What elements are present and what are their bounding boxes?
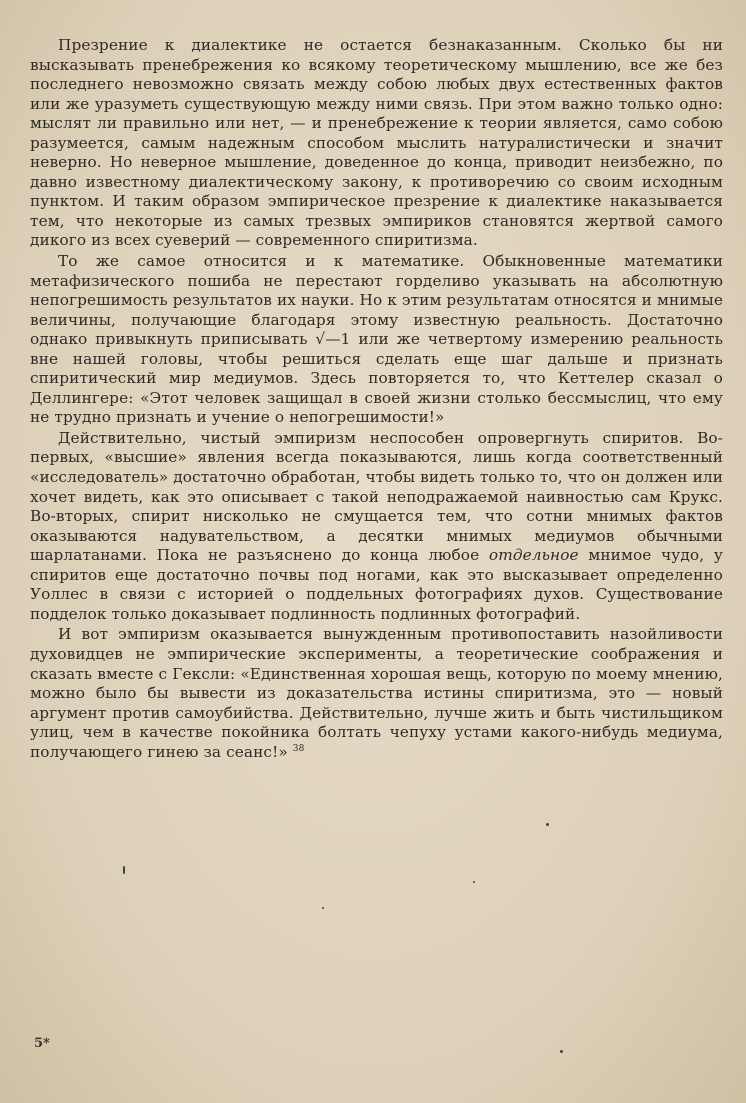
paragraph-2: То же самое относится и к математике. Обыкновенные математики метафизического пошиба не перестают горделиво указывать на абсолютную непогрешимость результатов их науки. Но к этим результатам относятся и мнимые величины, получающие благодаря этому известную реальность. Достаточно однако привыкнуть приписывать √—1 или же четвертому измерению реальность вне нашей головы, чтобы решиться сделать еще шаг дальше и признать спиритический мир медиумов. Здесь повторяется то, что Кеттелер сказал о Деллингере: «Этот человек защищал в своей жизни столько бессмыслиц, что ему не трудно признать и учение о непогрешимости!» [30, 252, 723, 427]
paragraph-3 [30, 429, 723, 624]
paragraph-4 [30, 625, 723, 762]
paragraph-4-text: И вот эмпиризм оказывается вынужденным противопоставить назойливости духовидцев не эмпирические эксперименты, а теоретические соображения и сказать вместе с Гексли: «Единственная хорошая вещь, которую по моему мнению, можно было бы вывести из доказательства истины спиритизма, это — новый аргумент против самоубийства. Действительно, лучше жить и быть чистильщиком улиц, чем в качестве покойника болтать чепуху устами какого-нибудь медиума, получающего гинею за сеанс!» [30, 625, 723, 761]
print-speck [560, 1050, 563, 1053]
paragraph-3-end: мнимое чудо, у спиритов еще достаточно почвы под ногами, как это высказывает определенно Уоллес в связи с историей о поддельных фотографиях духов. Существование подделок только доказывает подлинность подлинных фотографий. [30, 546, 723, 623]
print-speck [322, 907, 324, 909]
body-text [30, 36, 723, 763]
paragraph-1: Презрение к диалектике не остается безнаказанным. Сколько бы ни высказывать пренебрежения ко всякому теоретическому мышлению, все же без последнего невозможно связать между собою любых двух естественных фактов или же уразуметь существующую между ними связь. При этом важно только одно: мыслят ли правильно или нет, — и пренебрежение к теории является, само собою разумеется, самым надежным способом мыслить натуралистически и значит неверно. Но неверное мышление, доведенное до конца, приводит неизбежно, по давно известному диалектическому закону, к противоречию со своим исходным пунктом. И таким образом эмпирическое презрение к диалектике наказывается тем, что некоторые из самых трезвых эмпириков становятся жертвой самого дикого из всех суеверий — современного спиритизма. [30, 36, 723, 250]
footnote-ref: 38 [292, 743, 305, 754]
print-speck [473, 881, 475, 883]
page-number: 5* [34, 1036, 50, 1051]
paragraph-3-start: Действительно, чистый эмпиризм неспособен опровергнуть спиритов. Во-первых, «высшие» явления всегда показываются, лишь когда соответственный «исследователь» достаточно обработан, чтобы видеть только то, что он должен или хочет видеть, как это описывает с такой неподражаемой наивностью сам Крукс. Во-вторых, спирит нисколько не смущается тем, что сотни мнимых фактов оказываются надувательством, а десятки мнимых медиумов обычными шарлатанами. Пока не разъяснено до конца любое [30, 428, 723, 565]
emphasis-word: отдельное [488, 546, 579, 565]
print-speck [546, 823, 549, 826]
print-speck [123, 866, 125, 874]
